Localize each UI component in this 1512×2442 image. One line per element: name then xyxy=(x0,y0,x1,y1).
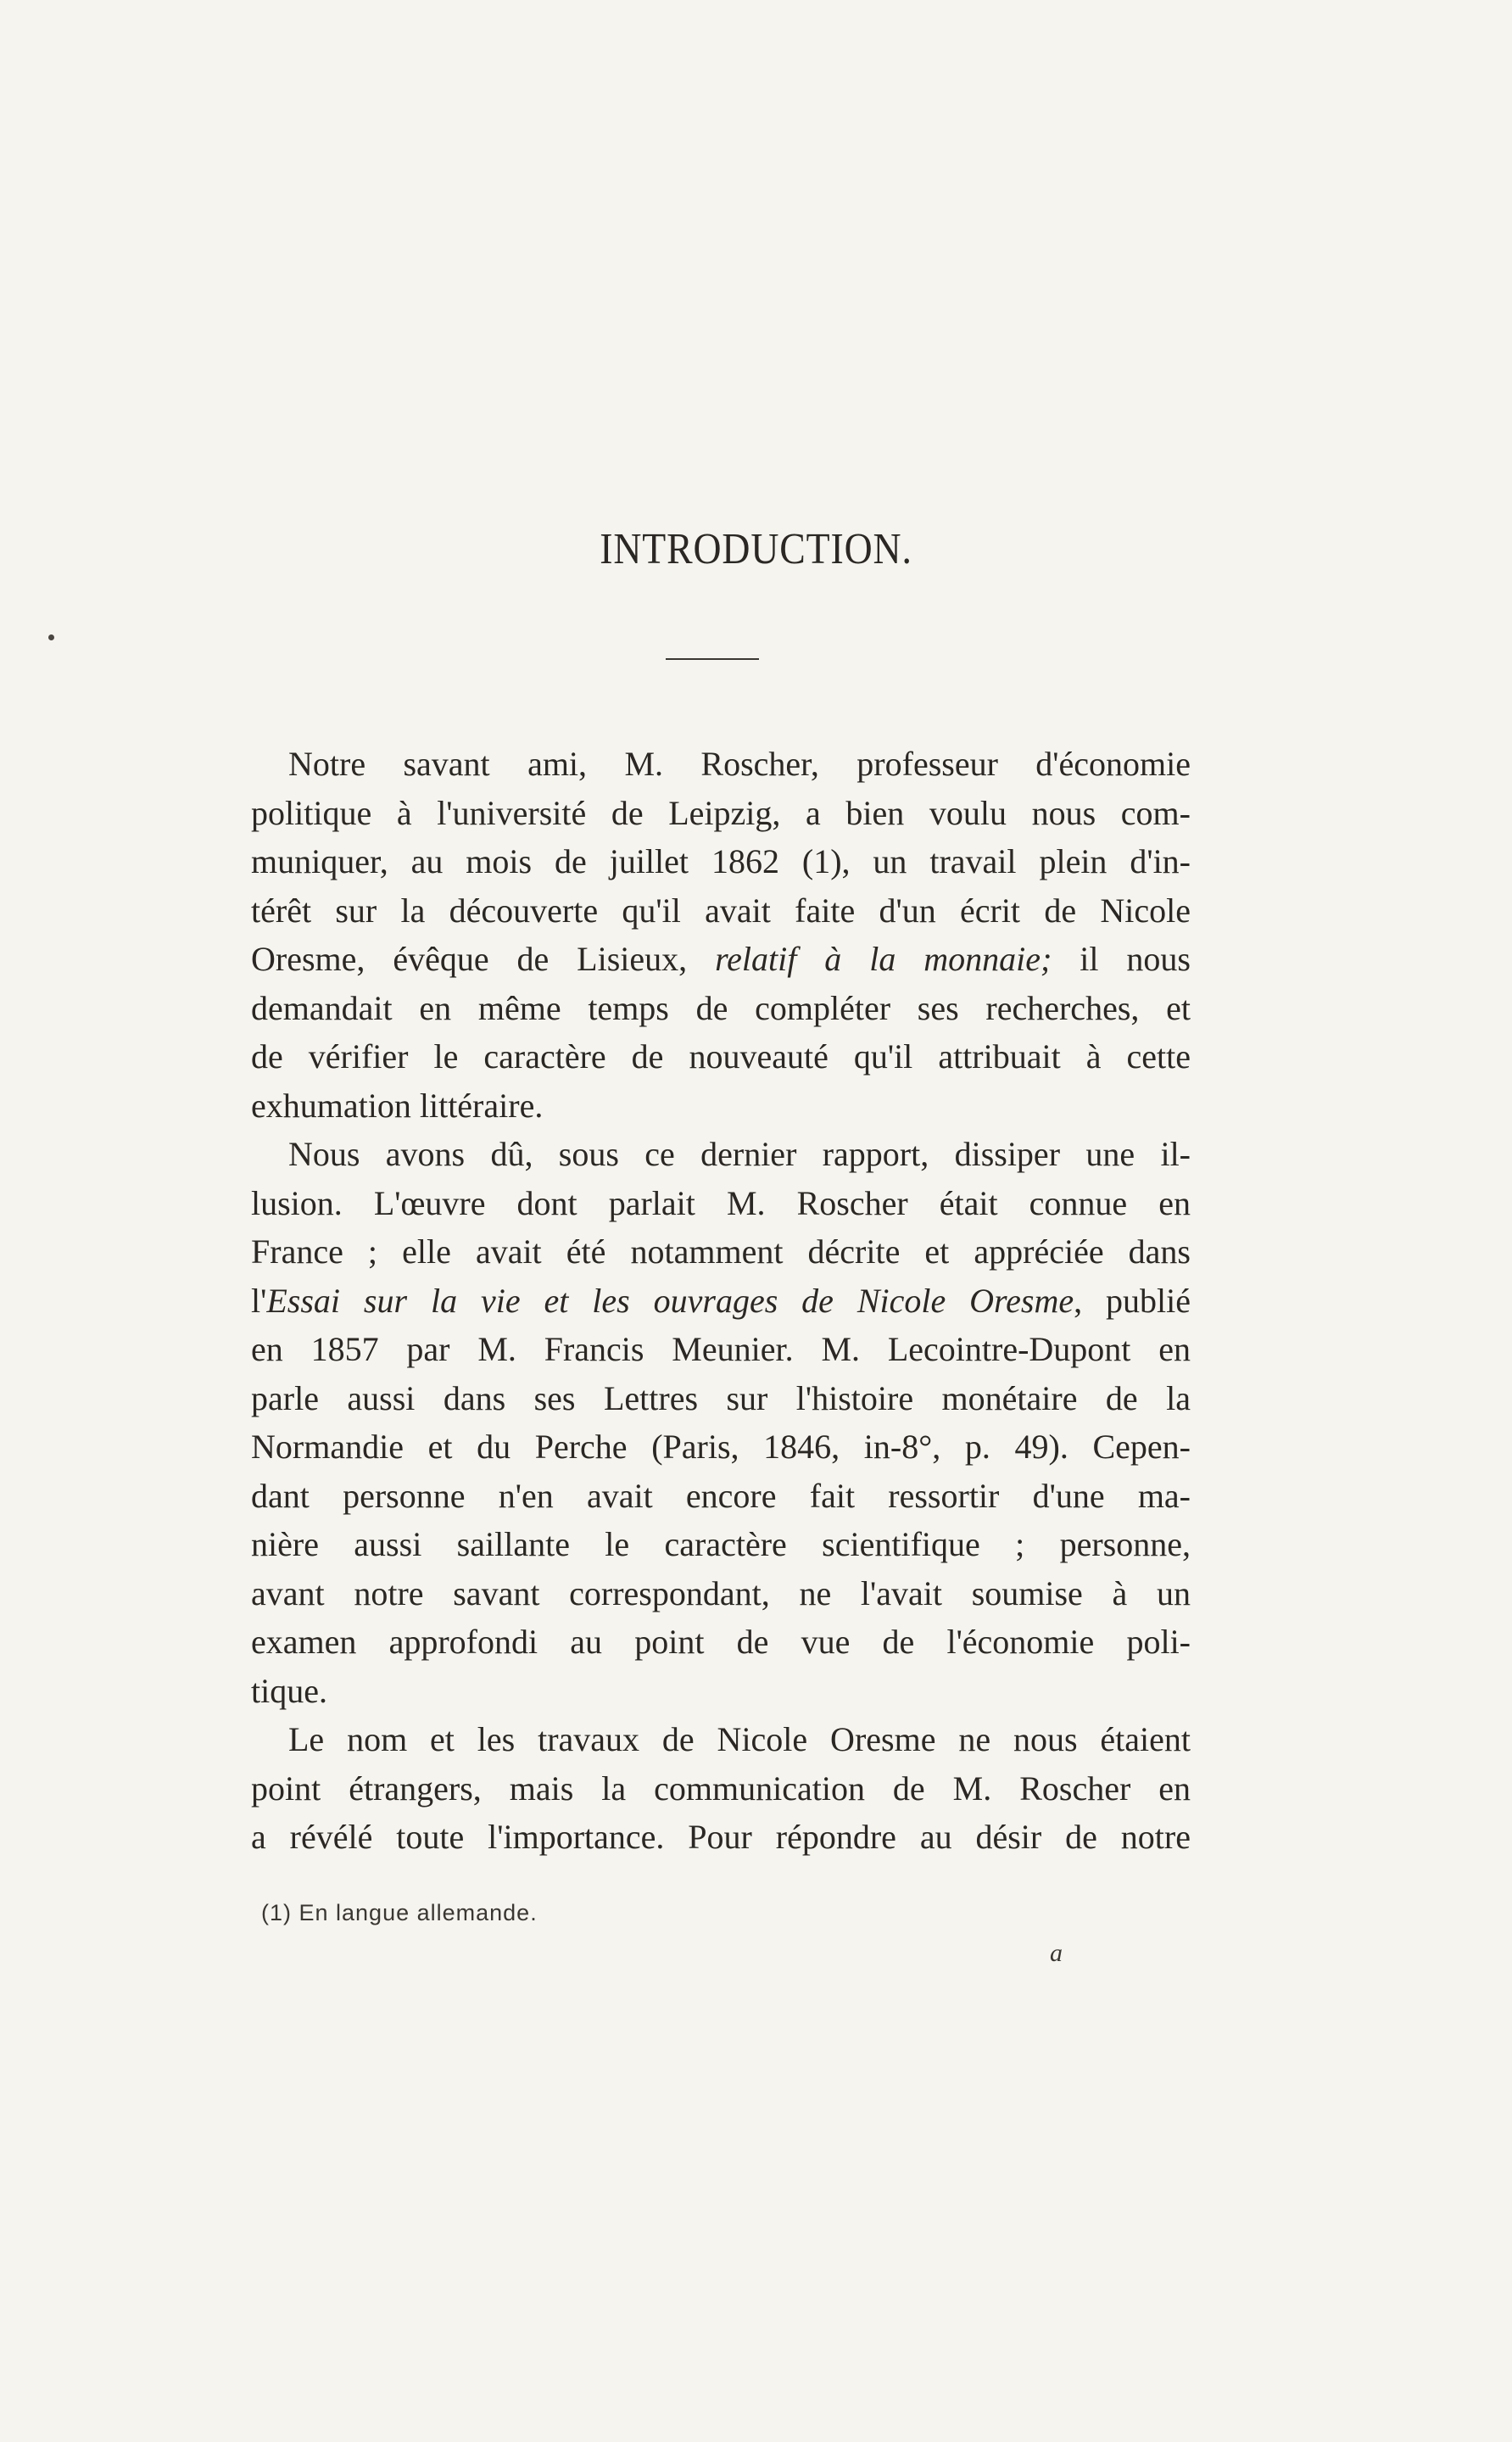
italic-title: relatif à la monnaie; xyxy=(715,940,1052,978)
text-line xyxy=(251,935,1191,984)
text-line: lusion. L'œuvre dont parlait M. Roscher était connue en xyxy=(251,1183,1191,1222)
text-segment: il nous xyxy=(1052,940,1191,978)
text-line: muniquer, au mois de juillet 1862 (1), un travail plein d'in- xyxy=(251,842,1191,880)
text-line: en 1857 par M. Francis Meunier. M. Lecointre-Dupont en xyxy=(251,1330,1191,1368)
text-line: de vérifier le caractère de nouveauté qu'il attribuait à cette xyxy=(251,1037,1191,1076)
page-title: INTRODUCTION. xyxy=(600,525,912,573)
text-line: térêt sur la découverte qu'il avait faite d'un écrit de Nicole xyxy=(251,891,1191,930)
text-line: point étrangers, mais la communication de M. Roscher en xyxy=(251,1769,1191,1808)
text-line: examen approfondi au point de vue de l'économie poli- xyxy=(251,1623,1191,1661)
text-line: Nous avons dû, sous ce dernier rapport, dissiper une il- xyxy=(288,1135,1191,1173)
italic-title: Essai sur la vie et les ouvrages de Nicole Oresme xyxy=(266,1281,1074,1320)
text-line: politique à l'université de Leipzig, a bien voulu nous com- xyxy=(251,793,1191,832)
text-segment: l' xyxy=(251,1281,267,1320)
text-line: France ; elle avait été notamment décrite et appréciée dans xyxy=(251,1232,1191,1271)
text-line: parle aussi dans ses Lettres sur l'histoire monétaire de la xyxy=(251,1378,1191,1417)
ink-speck xyxy=(48,634,54,640)
text-line: demandait en même temps de compléter ses recherches, et xyxy=(251,988,1191,1027)
text-line: Le nom et les travaux de Nicole Oresme ne nous étaient xyxy=(288,1720,1191,1758)
text-line xyxy=(251,1277,1191,1326)
text-line: exhumation littéraire. xyxy=(251,1086,544,1125)
text-line: avant notre savant correspondant, ne l'avait soumise à un xyxy=(251,1573,1191,1612)
text-line: Normandie et du Perche (Paris, 1846, in-8°, p. 49). Cepen- xyxy=(251,1428,1191,1466)
text-segment: , publié xyxy=(1074,1281,1191,1320)
text-line: tique. xyxy=(251,1671,327,1710)
text-line: dant personne n'en avait encore fait ressortir d'une ma- xyxy=(251,1476,1191,1515)
text-line: nière aussi saillante le caractère scientifique ; personne, xyxy=(251,1525,1191,1563)
title-rule xyxy=(666,658,759,660)
text-segment: Oresme, évêque de Lisieux, xyxy=(251,940,716,978)
footnote: (1) En langue allemande. xyxy=(261,1900,538,1925)
body-text xyxy=(251,740,1191,1862)
text-line: Notre savant ami, M. Roscher, professeur d'économie xyxy=(288,745,1191,783)
signature-mark: a xyxy=(1050,1939,1063,1967)
text-line: a révélé toute l'importance. Pour répondre au désir de notre xyxy=(251,1818,1191,1856)
